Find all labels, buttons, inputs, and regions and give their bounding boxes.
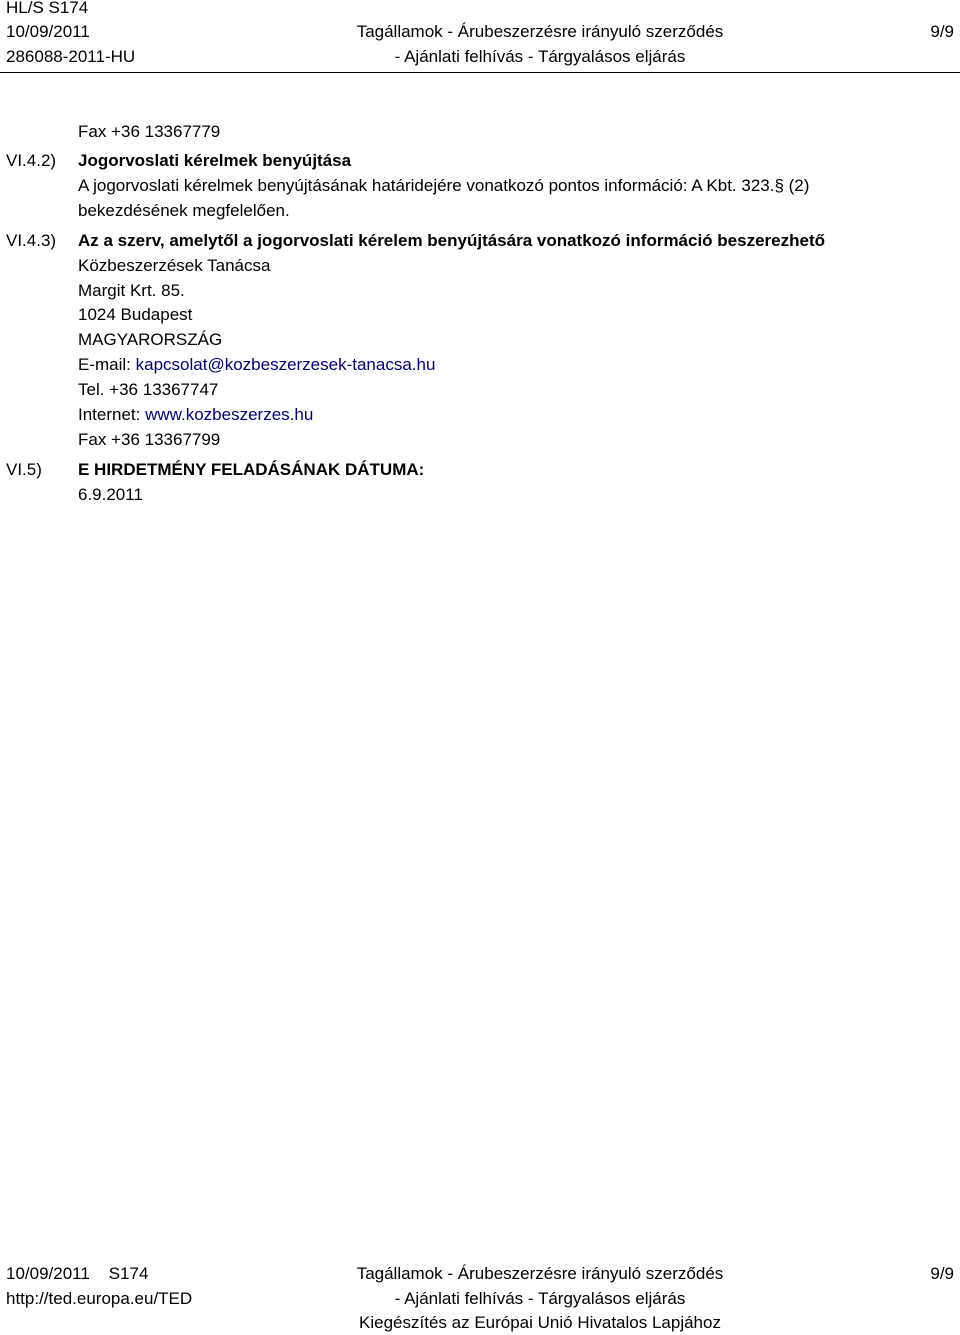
section-text-vi42-line1: A jogorvoslati kérelmek benyújtásának határidejére vonatkozó pontos információ: A Kbt. 323.§ (2) [78,176,810,195]
org-country: MAGYARORSZÁG [78,330,223,349]
fax-top: Fax +36 13367779 [78,122,221,141]
internet-link[interactable]: www.kozbeszerzes.hu [145,405,314,424]
dispatch-date: 6.9.2011 [78,485,143,504]
org-street: Margit Krt. 85. [78,281,185,300]
internet-label: Internet: [78,405,146,424]
org-email-row [78,353,435,377]
header-date: 10/09/2011 [6,22,90,41]
email-label: E-mail: [78,355,136,374]
org-internet-row [78,403,313,427]
header-ref-number: 286088-2011-HU [6,47,136,66]
footer-title-line3: Kiegészítés az Európai Unió Hivatalos Lapjához [359,1313,721,1332]
footer-date-code: 10/09/2011 S174 [6,1264,149,1283]
email-link[interactable]: kapcsolat@kozbeszerzesek-tanacsa.hu [135,355,436,374]
header-title-line1: Tagállamok - Árubeszerzésre irányuló szerződés [356,22,724,41]
section-text-vi42-line2: bekezdésének megfelelően. [78,201,290,220]
header-page-number: 9/9 [930,22,954,41]
header-title-line2: - Ajánlati felhívás - Tárgyalásos eljárás [394,47,686,66]
org-city: 1024 Budapest [78,305,193,324]
footer-url[interactable]: http://ted.europa.eu/TED [6,1289,193,1308]
org-name: Közbeszerzések Tanácsa [78,256,271,275]
section-number-vi5: VI.5) [6,460,42,479]
org-tel: Tel. +36 13367747 [78,380,219,399]
section-number-vi42: VI.4.2) [6,151,57,170]
header-doc-id: HL/S S174 [6,0,89,17]
footer-page-number: 9/9 [930,1264,954,1283]
org-fax: Fax +36 13367799 [78,430,221,449]
section-heading-vi43: Az a szerv, amelytől a jogorvoslati kérelem benyújtására vonatkozó információ beszerezhető [78,231,825,250]
section-heading-vi5: E HIRDETMÉNY FELADÁSÁNAK DÁTUMA: [78,460,425,479]
header-divider [0,72,960,73]
section-heading-vi42: Jogorvoslati kérelmek benyújtása [78,151,352,170]
section-number-vi43: VI.4.3) [6,231,57,250]
footer-title-line1: Tagállamok - Árubeszerzésre irányuló szerződés [356,1264,724,1283]
footer-title-line2: - Ajánlati felhívás - Tárgyalásos eljárás [394,1289,686,1308]
